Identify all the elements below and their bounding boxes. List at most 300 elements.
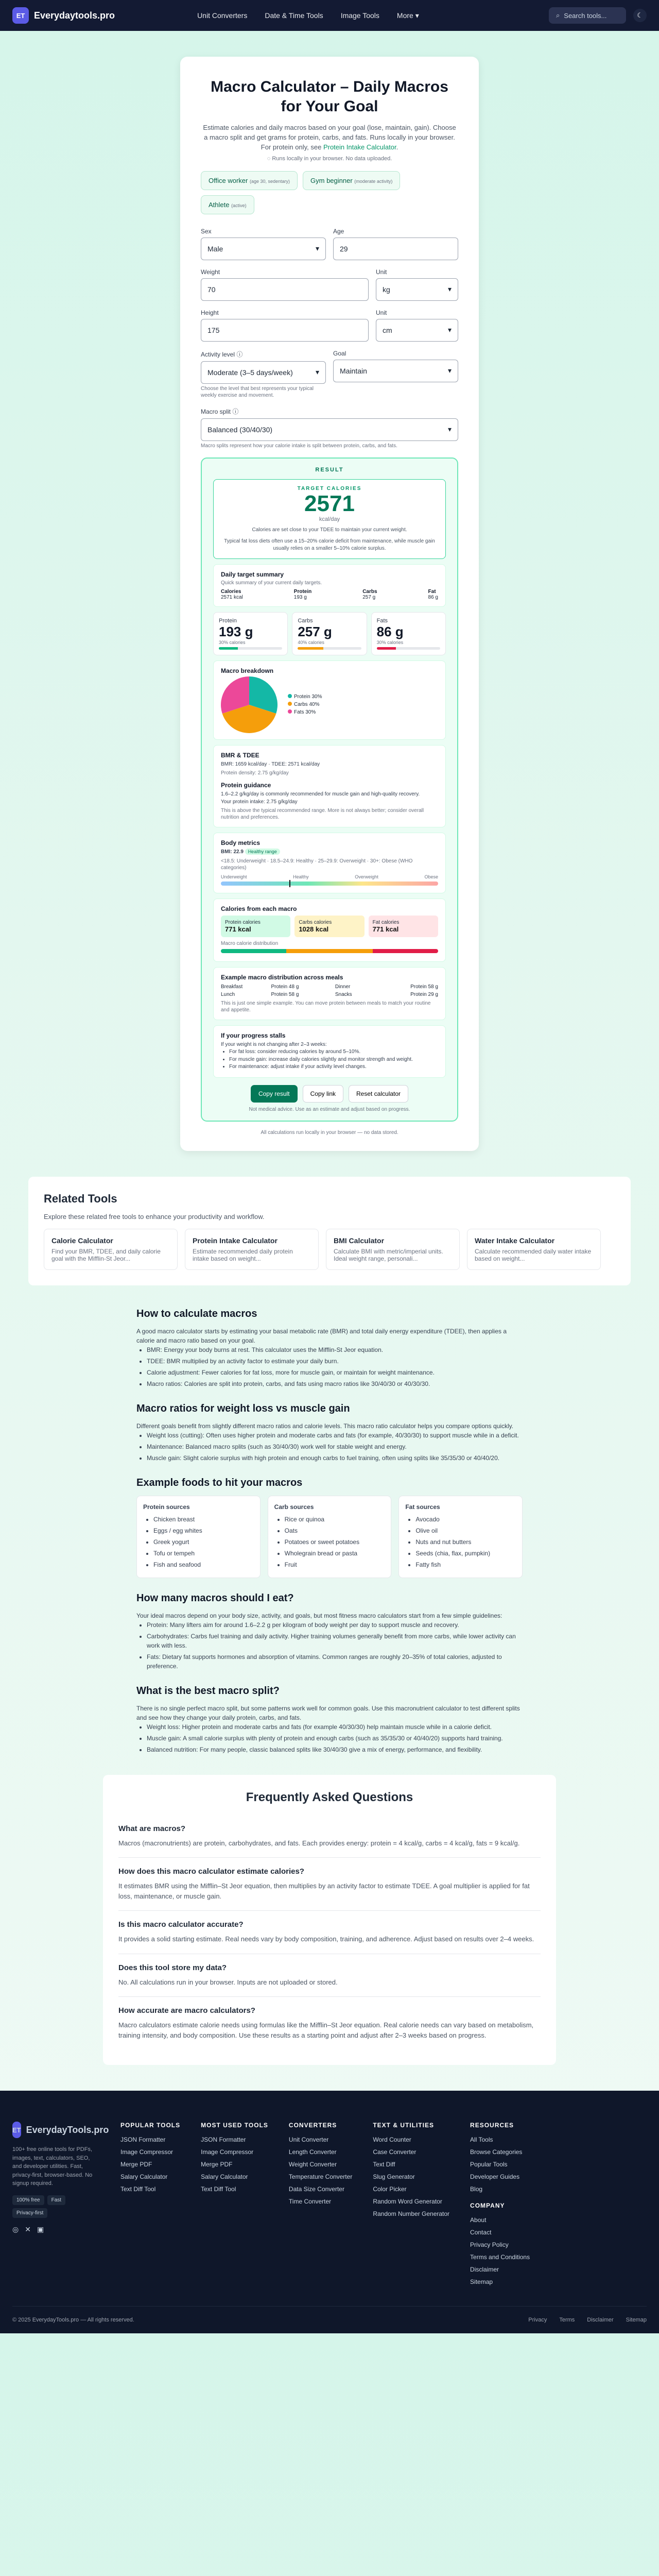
result-heading: RESULT [315,466,344,473]
brand-logo[interactable] [12,7,115,24]
legend-dot [288,702,292,706]
related-card-desc: Estimate recommended daily protein intake based on weight... [193,1247,293,1262]
food-title: Protein sources [143,1503,190,1511]
legend-item [288,709,322,715]
weight-unit-label: Unit [376,268,387,276]
legend-name: Protein [294,694,310,700]
footer-link[interactable]: Blog [470,2185,483,2193]
search-icon: ⌕ [556,11,560,19]
footer-link[interactable]: Disclaimer [470,2266,499,2274]
progress-list [229,1048,438,1071]
section-heading: Example foods to hit your macros [136,1477,303,1488]
table-row [221,991,438,998]
related-card-desc: Calculate recommended daily water intake based on weight... [475,1247,592,1262]
weight-row [201,268,458,301]
nav-image-tools[interactable]: Image Tools [340,11,379,20]
list-item: • For fat loss: consider reducing calories by around 5–10%. [229,1048,438,1056]
footer-link[interactable]: Salary Calculator [120,2173,168,2181]
footer-col-text [373,2122,449,2291]
footer-link[interactable]: Data Size Converter [288,2185,344,2193]
faq-answer: It provides a solid starting estimate. Real needs vary by body composition, training, and adherence. Adjust based on results over 2–4 weeks. [118,1935,534,1943]
food-list [285,1515,385,1569]
bmr-tdee-box [213,745,446,828]
list-item: • Rice or quinoa [285,1515,385,1524]
theme-toggle-icon[interactable]: ☾ [633,9,647,22]
footer-link[interactable]: Terms [559,2317,575,2324]
footer-link[interactable]: Slug Generator [373,2173,415,2181]
bmi-row [221,849,438,856]
footer-link[interactable]: Case Converter [373,2148,417,2156]
related-card-title: Calorie Calculator [51,1236,113,1245]
logo-badge: ET [12,2122,21,2138]
meal-note: This is just one simple example. You can move protein between meals to match your routine and appetite. [221,1000,431,1013]
footer-link[interactable]: All Tools [470,2136,493,2144]
preset-athlete[interactable] [201,195,254,214]
list-item: • Nuts and nut butters [415,1537,516,1547]
summary-value: 2571 kcal [221,594,243,600]
section-heading: Macro ratios for weight loss vs muscle gain [136,1402,350,1414]
footer-tag: 100% free [12,2195,44,2205]
result-actions [213,1085,446,1103]
footer-link[interactable]: Merge PDF [201,2161,233,2168]
calorie-value: 771 kcal [372,925,399,933]
body-metrics-box [213,833,446,893]
footer-col-title: RESOURCES [470,2122,514,2129]
list-item: • For muscle gain: increase daily calories slightly and monitor strength and weight. [229,1056,438,1064]
goal-value: Maintain [340,366,367,375]
list-item: • TDEE: BMR multiplied by an activity factor to estimate your daily burn. [147,1357,523,1366]
legend-dot [288,694,292,698]
related-card-title: Protein Intake Calculator [193,1236,278,1245]
pie-legend [288,694,322,715]
legend-pct: 30% [311,694,322,700]
meal-distribution-box [213,967,446,1020]
faq-item[interactable] [118,1911,541,1954]
footer-link[interactable]: JSON Formatter [120,2136,166,2144]
list-item: • Muscle gain: Slight calorie surplus with high protein and enough carbs to fuel training, often using splits like 35/35/30 or 40/40/20. [147,1453,523,1463]
privacy-note [201,156,458,162]
summary-key: Protein [293,588,312,595]
split-select[interactable] [201,418,458,441]
height-value: 175 [207,326,220,334]
food-list [415,1515,516,1569]
sex-select[interactable] [201,238,326,260]
height-unit-select[interactable] [376,319,458,342]
footer-link[interactable]: Developer Guides [470,2173,520,2181]
footer-col-title: POPULAR TOOLS [120,2122,181,2129]
meal-table [221,983,438,998]
goal-label: Goal [333,349,346,357]
meal-cell: Protein 58 g [271,991,299,997]
list-item: • Olive oil [415,1526,516,1535]
height-input[interactable] [201,319,369,342]
faq-answer: It estimates BMR using the Mifflin–St Jeor equation, then multiplies by an activity factor to estimate TDEE. A goal multiplier is applied for fat loss, maintenance, or muscle gain. [118,1882,530,1900]
footer-brand-name: EverydayTools.pro [26,2124,109,2135]
summary-title: Daily target summary [221,570,284,578]
footer-link[interactable]: Weight Converter [288,2161,337,2168]
paragraph: There is no single perfect macro split, but some patterns work well for common goals. Use this macronutrient calculator to test different splits and see how they change your daily protein, carbs, and fats. [136,1704,520,1721]
related-card-desc: Calculate BMI with metric/imperial units. Ideal weight range, personali... [334,1247,443,1262]
subtitle-text: Estimate calories and daily macros based on your goal (lose, maintain, gain). Choose a macro split and get grams for protein, carbs, and fats. Runs locally in your browser. For protein only, see [203,124,456,151]
footer-col-most-used [201,2122,268,2291]
paragraph: Different goals benefit from slightly different macro ratios and calorie levels. This macro ratio calculator helps you compare options quickly. [136,1422,514,1430]
page-title: Macro Calculator – Daily Macros for Your Goal [211,78,448,115]
faq-item[interactable] [118,1954,541,1997]
weight-input[interactable] [201,278,369,301]
food-title: Carb sources [274,1503,314,1511]
target-calories-unit: kcal/day [319,516,340,522]
summary-row [221,589,438,600]
faq-item[interactable] [118,1858,541,1911]
gauge-label: Healthy [293,874,309,879]
footer-col-title: CONVERTERS [288,2122,337,2129]
chevron-down-icon: ▾ [315,368,319,377]
footer-link[interactable]: Browse Categories [470,2148,523,2156]
macro-card-protein [213,612,288,655]
preset-gym-beginner[interactable] [303,171,400,190]
protein-guidance-note: This is above the typical recommended range. More is not always better; consider overall nutrition and preferences. [221,808,424,821]
footer-logo[interactable] [12,2122,109,2138]
list-item: • Protein: Many lifters aim for around 1.6–2.2 g per kilogram of body weight per day to support muscle and recovery. [147,1620,523,1630]
list-item: • Eggs / egg whites [153,1526,254,1535]
footer-link[interactable]: Random Word Generator [373,2198,442,2206]
protein-calculator-link[interactable]: Protein Intake Calculator [323,143,396,151]
protein-density: Protein density: 2.75 g/kg/day [221,770,289,776]
height-unit-value: cm [383,326,392,334]
sex-label: Sex [201,227,212,235]
height-unit-label: Unit [376,309,387,316]
footer-link[interactable]: Time Converter [288,2198,332,2206]
body-metrics-title: Body metrics [221,839,261,847]
legend-pct: 40% [309,702,320,708]
bmi-marker [289,880,290,887]
summary-item [362,589,377,600]
protein-guidance-target: Your protein intake: 2.75 g/kg/day [221,799,298,805]
age-label: Age [333,227,344,235]
summary-key: Carbs [362,588,377,595]
logo-badge: ET [12,7,29,24]
summary-value: 193 g [293,594,307,600]
list-item: • Chicken breast [153,1515,254,1524]
food-cards [136,1496,523,1578]
chevron-down-icon: ▾ [447,366,452,375]
macro-grams: 193 g [219,623,253,639]
calorie-cards [221,916,438,937]
related-title: Related Tools [44,1192,117,1205]
faq-question: What are macros? [118,1824,186,1833]
footer-link[interactable]: Length Converter [288,2148,337,2156]
section-heading: How to calculate macros [136,1308,257,1319]
list-item: • Muscle gain: A small calorie surplus with plenty of protein and enough carbs (such as 35/35/30 or 40/40/20) supports hard training. [147,1734,523,1743]
footer-link[interactable]: Popular Tools [470,2161,508,2168]
info-icon[interactable]: ⓘ [236,350,243,358]
related-desc: Explore these related free tools to enhance your productivity and workflow. [44,1212,265,1221]
target-calories-note-2: Typical fat loss diets often use a 15–20% calorie deficit from maintenance, while muscle gain usually relies on a smaller 5–10% calorie surplus. [224,538,435,551]
footer-col-title: COMPANY [470,2202,505,2210]
footer-grid [12,2122,647,2291]
calorie-value: 1028 kcal [299,925,329,933]
progress-stalls-box [213,1025,446,1078]
reset-calculator-button[interactable]: Reset calculator [349,1085,408,1103]
faq-title: Frequently Asked Questions [246,1790,413,1804]
footer-tag: Privacy-first [12,2208,47,2218]
preset-office-worker[interactable] [201,171,298,190]
footer-link[interactable]: Text Diff Tool [201,2185,236,2193]
footer-link[interactable]: Sitemap [470,2278,493,2286]
footer-link[interactable]: JSON Formatter [201,2136,246,2144]
meal-distribution-title: Example macro distribution across meals [221,973,343,981]
macro-name: Carbs [298,617,313,624]
target-calories-label: TARGET CALORIES [297,485,362,492]
github-icon[interactable]: ◎ [12,2225,19,2233]
list-item: • Balanced nutrition: For many people, classic balanced splits like 30/40/30 give a mix of energy, performance, and flexibility. [147,1745,523,1754]
footer-link[interactable]: Terms and Conditions [470,2253,530,2261]
faq-answer: Macros (macronutrients) are protein, carbohydrates, and fats. Each provides energy: protein = 4 kcal/g, carbs = 4 kcal/g, fats = 9 kcal/g. [118,1839,520,1847]
macro-pct: 40% calories [298,639,324,645]
split-label [201,407,458,416]
macro-bar-fill [298,647,323,650]
activity-label-text: Activity level [201,350,235,358]
target-calories-note: Calories are set close to your TDEE to maintain your current weight. [252,527,407,533]
faq-question: Is this macro calculator accurate? [118,1920,244,1929]
split-hint: Macro splits represent how your calorie intake is split between protein, carbs, and fats. [201,443,397,449]
macro-name: Protein [219,617,237,624]
copyright: © 2025 EverydayTools.pro — All rights reserved. [12,2317,134,2324]
footer-col-title: TEXT & UTILITIES [373,2122,434,2129]
footer-link[interactable]: Text Diff Tool [120,2185,156,2193]
bullet-list [147,1620,523,1671]
weight-unit-select[interactable] [376,278,458,301]
activity-value: Moderate (3–5 days/week) [207,368,293,377]
preset-list [201,171,458,214]
related-card-desc: Find your BMR, TDEE, and daily calorie goal with the Mifflin-St Jeor... [51,1247,161,1262]
nav-unit-converters[interactable]: Unit Converters [197,11,248,20]
distribution-segment [221,949,286,953]
macro-pct: 30% calories [219,639,246,645]
protein-guidance-text: 1.6–2.2 g/kg/day is commonly recommended for muscle gain and high-quality recovery. [221,791,420,798]
list-item: • Fats: Dietary fat supports hormones and absorption of vitamins. Common ranges are roughly 20–35% of total calories, adjusted to preference. [147,1652,523,1671]
preset-meta: (active) [231,202,247,208]
related-card-calorie[interactable] [44,1229,178,1270]
related-card-water[interactable] [467,1229,601,1270]
status-badge: Healthy range [245,849,280,855]
footer-link[interactable]: Salary Calculator [201,2173,248,2181]
footer-link[interactable]: Image Compressor [120,2148,174,2156]
protein-guidance-title: Protein guidance [221,782,271,789]
sex-value: Male [207,244,223,253]
footer-link[interactable]: Contact [470,2229,492,2236]
faq-question: How does this macro calculator estimate calories? [118,1867,304,1876]
macro-card-fats [371,612,446,655]
macro-grams: 257 g [298,623,332,639]
distribution-label: Macro calorie distribution [221,940,279,946]
gauge-label: Obese [424,874,438,879]
faq-section [103,1775,556,2065]
gauge-label: Underweight [221,874,247,879]
calories-macro-box [213,899,446,962]
nav-more-label: More [396,11,413,20]
weight-unit-value: kg [383,285,390,294]
progress-subtitle: If your weight is not changing after 2–3 weeks: [221,1041,327,1047]
list-item: • Fish and seafood [153,1560,254,1569]
bullet-list [147,1722,523,1754]
calorie-card [221,916,290,937]
list-item: • Potatoes or sweet potatoes [285,1537,385,1547]
list-item: • For maintenance: adjust intake if your activity level changes. [229,1063,438,1071]
bullet-list [147,1345,523,1388]
copy-result-button[interactable]: Copy result [251,1085,298,1103]
brand-name: Everydaytools.pro [34,10,115,21]
calculator-card [180,57,479,1151]
footer-link[interactable]: Privacy [528,2317,547,2324]
legend-pct: 30% [305,709,316,716]
nav-links [197,11,419,20]
footer-tags [12,2195,100,2218]
list-item: • Weight loss: Higher protein and moderate carbs and fats (for example 40/30/30) help maintain muscle while in a calorie deficit. [147,1722,523,1732]
footer-link[interactable]: Color Picker [373,2185,407,2193]
summary-key: Calories [221,588,241,595]
info-icon[interactable]: ⓘ [232,408,239,415]
summary-item [428,589,438,600]
footer-brand [12,2122,109,2291]
calorie-card [369,916,438,937]
target-calories-box [213,479,446,559]
nav-more-menu[interactable] [397,11,419,20]
list-item: • Fruit [285,1560,385,1569]
footer-link[interactable]: Disclaimer [587,2317,614,2324]
gauge-label: Overweight [355,874,378,879]
twitter-icon[interactable]: ✕ [25,2225,31,2233]
page-subtitle: Estimate calories and daily macros based on your goal (lose, maintain, gain). Choose a macro split and get grams for protein, carbs, and fats. Runs locally in your browser. For protein only, see Protein Intake Calculator. [203,124,456,151]
footer-col-converters [289,2122,352,2291]
faq-item[interactable] [118,1997,541,2049]
summary-box [213,564,446,607]
footer-link[interactable]: Text Diff [373,2161,395,2168]
weight-value: 70 [207,285,216,294]
summary-item [294,589,311,600]
paragraph: Your ideal macros depend on your body size, activity, and goals, but most fitness macro calculators start from a few simple guidelines: [136,1612,502,1619]
faq-answer: Macro calculators estimate calorie needs using formulas like the Mifflin–St Jeor equation. Real calorie needs can vary based on metabolism, training intensity, and body composition. Use these results as a starting point and adjust after 2–3 weeks based on progress. [118,2021,534,2039]
summary-value: 86 g [428,594,438,600]
preset-name: Athlete [209,200,230,209]
footer-link[interactable]: Word Counter [373,2136,411,2144]
list-item: • Wholegrain bread or pasta [285,1549,385,1558]
summary-subtitle: Quick summary of your current daily targets. [221,580,322,586]
activity-select[interactable] [201,361,326,384]
calorie-value: 771 kcal [225,925,251,933]
faq-item[interactable] [118,1815,541,1858]
goal-select[interactable] [333,360,458,382]
split-value: Balanced (30/40/30) [207,425,273,434]
privacy-text: Runs locally in your browser. No data uploaded. [272,155,392,162]
related-card-protein[interactable] [185,1229,319,1270]
bmr-title: BMR & TDEE [221,751,259,759]
summary-item [221,589,243,600]
related-card-bmi[interactable] [326,1229,460,1270]
food-card-protein [136,1496,261,1578]
preset-meta: (moderate activity) [354,178,393,184]
macro-card-carbs [292,612,367,655]
list-item: • Greek yogurt [153,1537,254,1547]
age-input[interactable] [333,238,458,260]
footer-link[interactable]: Temperature Converter [288,2173,353,2181]
legend-name: Fats [294,709,304,716]
related-grid [44,1229,615,1270]
faq-question: Does this tool store my data? [118,1963,227,1972]
bmi-gauge [221,882,438,886]
related-tools [28,1177,631,1285]
list-item: • Calorie adjustment: Fewer calories for fat loss, more for muscle gain, or maintain for weight maintenance. [147,1368,523,1377]
top-nav [0,0,659,31]
gauge-labels [221,874,438,879]
footer-bottom [12,2306,647,2333]
lock-icon: ◌ [267,155,271,162]
faq-question: How accurate are macro calculators? [118,2006,255,2015]
bmi-value: BMI: 22.9 [221,849,244,855]
meal-cell: Protein 58 g [410,984,438,990]
activity-hint: Choose the level that best represents your typical weekly exercise and movement. [201,385,314,398]
list-item: • BMR: Energy your body burns at rest. This calculator uses the Mifflin-St Jeor equation. [147,1345,523,1354]
footer-link[interactable]: Privacy Policy [470,2241,509,2249]
footer-link[interactable]: Unit Converter [288,2136,329,2144]
calorie-distribution-bar [221,949,438,953]
macro-cards [213,612,446,655]
footer-bottom-links [528,2317,647,2323]
calorie-name: Protein calories [225,919,261,925]
meal-cell: Lunch [221,991,235,997]
section-heading: How many macros should I eat? [136,1592,294,1604]
table-row [221,983,438,991]
list-item: • Carbohydrates: Carbs fuel training and daily activity. Higher training volumes generally benefit from more carbs, while lower activity can work with less. [147,1632,523,1650]
pie-wrap [221,676,438,733]
macro-bar [377,647,440,650]
calorie-name: Carbs calories [299,919,332,925]
bmr-line: BMR: 1659 kcal/day · TDEE: 2571 kcal/day [221,761,320,767]
meal-cell: Protein 29 g [410,991,438,997]
legend-item [288,694,322,700]
summary-key: Fat [428,588,436,595]
distribution-segment [373,949,438,953]
calorie-name: Fat calories [372,919,400,925]
copy-link-button[interactable]: Copy link [303,1085,343,1103]
footer-link[interactable]: Random Number Generator [373,2210,450,2218]
footer-tag: Fast [47,2195,65,2205]
footer-link[interactable]: Sitemap [626,2317,647,2324]
sex-age-row [201,228,458,260]
legend-name: Carbs [294,702,308,708]
legend-dot [288,709,292,714]
summary-value: 257 g [362,594,376,600]
footer-link[interactable]: About [470,2216,487,2224]
food-card-carbs [268,1496,392,1578]
list-item: • Macro ratios: Calories are split into protein, carbs, and fats using macro ratios like 30/40/30 or 40/30/30. [147,1379,523,1388]
height-row [201,309,458,342]
article [136,1306,523,1754]
macro-name: Fats [376,617,388,624]
linkedin-icon[interactable]: ▣ [37,2225,44,2233]
disclaimer: Not medical advice. Use as an estimate and adjust based on progress. [249,1106,410,1112]
activity-goal-row [201,350,458,399]
macro-breakdown-title: Macro breakdown [221,667,274,674]
nav-date-time-tools[interactable]: Date & Time Tools [265,11,323,20]
list-item: • Seeds (chia, flax, pumpkin) [415,1549,516,1558]
paragraph: A good macro calculator starts by estimating your basal metabolic rate (BMR) and total daily energy expenditure (TDEE), then applies a calorie and macro ratio based on your goal. [136,1327,507,1344]
related-card-title: Water Intake Calculator [475,1236,555,1245]
footer-link[interactable]: Merge PDF [120,2161,152,2168]
footer-link[interactable]: Image Compressor [201,2148,254,2156]
search-input[interactable] [549,7,626,24]
distribution-segment [286,949,373,953]
